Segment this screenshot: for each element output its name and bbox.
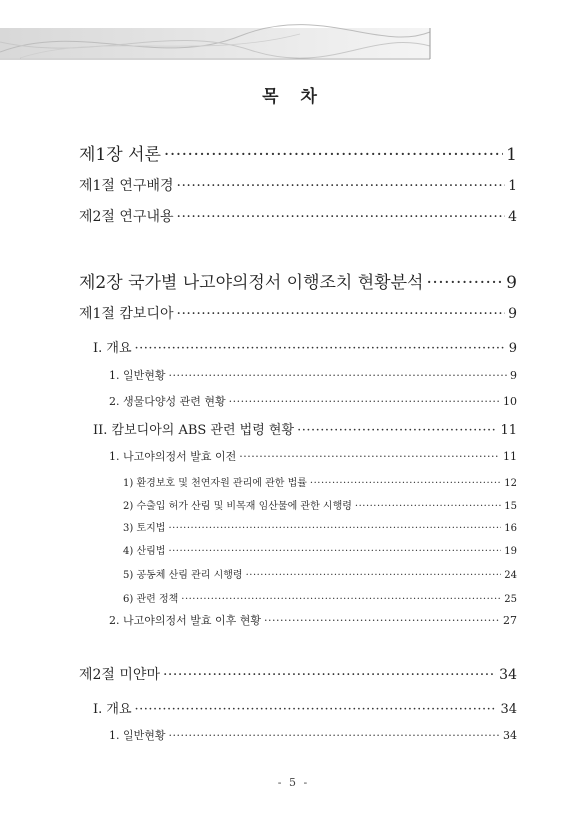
- toc-entry[interactable]: [109, 393, 517, 409]
- toc-entry-page: 34: [499, 667, 517, 683]
- dot-leader: [426, 273, 503, 293]
- toc-entry[interactable]: [79, 664, 517, 684]
- toc-entry-page: 24: [504, 570, 517, 581]
- toc-entry[interactable]: [109, 727, 517, 743]
- toc-entry-label: 1) 환경보호 및 천연자원 관리에 관한 법률: [123, 478, 307, 489]
- toc-entry-page: 1: [506, 145, 517, 165]
- toc-entry[interactable]: [93, 337, 517, 356]
- dot-leader: [310, 478, 501, 489]
- dot-leader: [264, 614, 500, 627]
- toc-entry-page: 15: [504, 501, 517, 512]
- dot-leader: [168, 546, 501, 557]
- toc-entry-page: 4: [508, 209, 517, 225]
- dot-leader: [297, 423, 497, 438]
- toc-entry-page: 11: [503, 450, 517, 463]
- toc-entry-page: 19: [504, 546, 517, 557]
- page-number: - 5 -: [277, 776, 310, 789]
- toc-entry[interactable]: [79, 268, 517, 293]
- dot-leader: [163, 667, 496, 683]
- toc-entry[interactable]: [123, 566, 517, 581]
- dot-leader: [229, 395, 500, 408]
- dot-leader: [135, 702, 498, 717]
- toc-entry-label: 제1장 서론: [79, 145, 161, 165]
- toc-entry-page: 9: [508, 341, 517, 356]
- toc-entry[interactable]: [79, 175, 517, 195]
- toc-entry[interactable]: [123, 474, 517, 489]
- toc-entry-page: 9: [506, 273, 517, 293]
- toc-entry[interactable]: [109, 367, 517, 383]
- toc-entry[interactable]: [79, 140, 517, 165]
- toc-entry-page: 1: [508, 178, 517, 194]
- dot-leader: [355, 501, 501, 512]
- dot-leader: [169, 369, 508, 382]
- toc-entry-label: I. 개요: [93, 702, 132, 717]
- toc-entry-label: 제2장 국가별 나고야의정서 이행조치 현황분석: [79, 273, 424, 293]
- dot-leader: [177, 306, 506, 322]
- toc-entry-label: 2. 생물다양성 관련 현황: [109, 395, 226, 408]
- dot-leader: [164, 145, 503, 165]
- toc-entry-label: 제2절 미얀마: [79, 667, 160, 683]
- toc-entry-label: 제1절 캄보디아: [79, 306, 174, 322]
- dot-leader: [168, 523, 501, 534]
- toc-entry-page: 9: [508, 306, 517, 322]
- toc-entry-page: 9: [510, 369, 517, 382]
- toc-entry-label: 1. 일반현황: [109, 729, 166, 742]
- toc-entry[interactable]: [93, 419, 517, 438]
- toc-entry[interactable]: [123, 590, 517, 605]
- toc-entry[interactable]: [79, 303, 517, 323]
- toc-entry-page: 27: [503, 614, 517, 627]
- toc-entry-label: 1. 일반현황: [109, 369, 166, 382]
- dot-leader: [177, 209, 506, 225]
- toc-entry-label: I. 개요: [93, 341, 132, 356]
- toc-entry-page: 34: [500, 702, 517, 717]
- toc-entry-label: 2. 나고야의정서 발효 이후 현황: [109, 614, 261, 627]
- toc-entry-page: 16: [504, 523, 517, 534]
- toc-entry-label: II. 캄보디아의 ABS 관련 법령 현황: [93, 423, 295, 438]
- dot-leader: [239, 450, 500, 463]
- toc-entry[interactable]: [93, 698, 517, 717]
- toc-entry[interactable]: [123, 519, 517, 534]
- toc-entry[interactable]: [109, 612, 517, 628]
- dot-leader: [246, 570, 502, 581]
- toc-entry-label: 4) 산림법: [123, 546, 166, 557]
- toc-entry[interactable]: [109, 448, 517, 464]
- toc-entry-label: 2) 수출입 허가 산림 및 비목재 임산물에 관한 시행령: [123, 501, 352, 512]
- toc-entry-page: 34: [503, 729, 517, 742]
- toc-entry[interactable]: [123, 542, 517, 557]
- toc-entry-page: 25: [504, 594, 517, 605]
- toc-entry[interactable]: [79, 206, 517, 226]
- toc-entry-label: 1. 나고야의정서 발효 이전: [109, 450, 237, 463]
- toc-entry-label: 제1절 연구배경: [79, 178, 174, 194]
- toc-entry-page: 12: [504, 478, 517, 489]
- toc-title: 목 차: [262, 87, 325, 107]
- header-decoration: [0, 22, 587, 68]
- toc-entry-label: 6) 관련 정책: [123, 594, 179, 605]
- toc-entry-label: 5) 공동체 산림 관리 시행령: [123, 570, 243, 581]
- toc-entry[interactable]: [123, 497, 517, 512]
- dot-leader: [169, 729, 501, 742]
- toc-entry-page: 11: [500, 423, 517, 438]
- dot-leader: [177, 178, 506, 194]
- toc-entry-label: 제2절 연구내용: [79, 209, 174, 225]
- dot-leader: [181, 594, 501, 605]
- dot-leader: [135, 341, 506, 356]
- toc-entry-page: 10: [503, 395, 517, 408]
- toc-entry-label: 3) 토지법: [123, 523, 166, 534]
